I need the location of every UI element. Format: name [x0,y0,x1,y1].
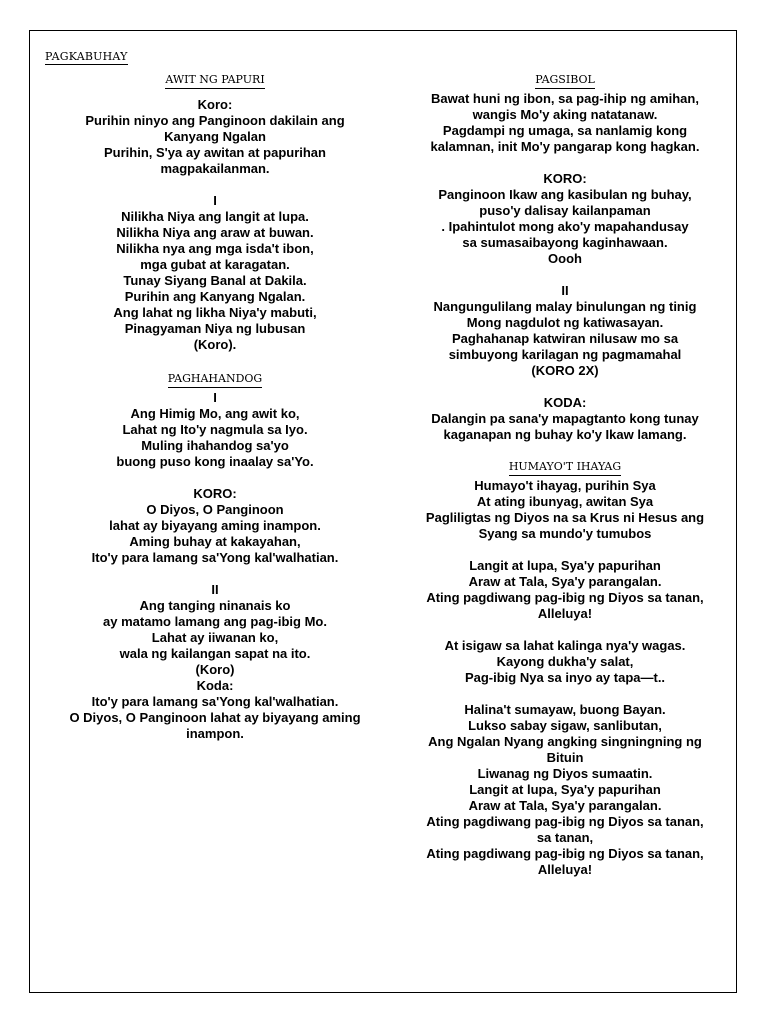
lyric-line: Araw at Tala, Sya'y parangalan. [468,574,662,589]
stanza [40,97,390,177]
lyric-line: (Koro). [193,337,237,352]
left-column [40,70,390,742]
stanza-gap [40,470,390,486]
lyric-line: O Diyos, O Panginoon lahat ay biyayang aming [69,710,361,725]
lyric-line: Ang tanging ninanais ko [139,598,291,613]
lyric-line: KODA: [543,395,587,410]
song-title-wrap [400,70,730,89]
lyric-line: Ito'y para lamang sa'Yong kal'walhatian. [91,550,339,565]
lyric-line: sa tanan, [536,830,594,845]
song-pagsibol [400,91,730,443]
stanza-gap [400,379,730,395]
lyric-line: Mong nagdulot ng katiwasayan. [466,315,664,330]
lyric-line: Oooh [548,251,582,266]
lyric-line: Ating pagdiwang pag-ibig ng Diyos sa tanan, [426,590,704,605]
lyric-line: Langit at lupa, Sya'y papurihan [469,558,661,573]
lyric-line: Purihin ninyo ang Panginoon dakilain ang [85,113,345,128]
lyric-line: II [211,582,219,597]
stanza [400,638,730,686]
lyric-line: Muling ihahandog sa'yo [141,438,289,453]
lyric-line: wangis Mo'y aking natatanaw. [472,107,658,122]
lyric-line: inampon. [186,726,244,741]
lyric-line: sa sumasaibayong kaginhawaan. [462,235,668,250]
lyric-line: Tunay Siyang Banal at Dakila. [123,273,307,288]
lyric-line: Kayong dukha'y salat, [496,654,634,669]
lyric-line: Nilikha Niya ang araw at buwan. [116,225,314,240]
lyric-line: Humayo't ihayag, purihin Sya [474,478,656,493]
lyric-line: Pagdampi ng umaga, sa nanlamig kong [442,123,688,138]
song-awit-ng-papuri [40,97,390,353]
lyric-line: Langit at lupa, Sya'y papurihan [469,782,661,797]
song-title-humayot-ihayag: HUMAYO'T IHAYAG [509,460,621,476]
song-title-wrap [400,457,730,476]
stanza [40,582,390,742]
lyric-line: kaganapan ng buhay ko'y Ikaw lamang. [443,427,687,442]
stanza-gap [400,542,730,558]
lyric-line: At ating ibunyag, awitan Sya [476,494,654,509]
lyric-line: Bawat huni ng ibon, sa pag-ihip ng amihan, [431,91,699,106]
stanza [400,558,730,622]
stanza [400,171,730,267]
page-heading: PAGKABUHAY [45,50,128,63]
stanza-gap [400,686,730,702]
song-title-wrap [40,70,390,89]
lyric-line: Panginoon Ikaw ang kasibulan ng buhay, [438,187,692,202]
song-humayot-ihayag [400,478,730,878]
lyric-line: O Diyos, O Panginoon [146,502,284,517]
stanza [400,395,730,443]
right-column [400,70,730,878]
song-title-wrap [40,369,390,388]
lyric-line: KORO: [193,486,237,501]
lyric-line: magpakailanman. [160,161,270,176]
lyric-line: simbuyong karilagan ng pagmamahal [448,347,682,362]
lyric-line: Koro: [197,97,233,112]
song-title-pagsibol: PAGSIBOL [535,73,595,89]
lyric-line: Ang lahat ng likha Niya'y mabuti, [113,305,317,320]
lyric-line: Ating pagdiwang pag-ibig ng Diyos sa tanan, [426,814,704,829]
stanza [40,193,390,353]
lyric-line: Paghahanap katwiran nilusaw mo sa [451,331,679,346]
lyric-line: Liwanag ng Diyos sumaatin. [477,766,653,781]
stanza-gap [40,177,390,193]
lyric-line: Aming buhay at kakayahan, [129,534,301,549]
lyric-line: Dalangin pa sana'y mapagtanto kong tunay [431,411,699,426]
stanza-gap [40,566,390,582]
stanza [400,478,730,542]
lyric-line: wala ng kailangan sapat na ito. [119,646,311,661]
lyric-line: I [213,193,217,208]
stanza-gap [400,155,730,171]
lyric-line: Alleluya! [537,606,593,621]
song-paghahandog [40,390,390,742]
stanza [400,702,730,878]
lyric-line: lahat ay biyayang aming inampon. [109,518,321,533]
stanza-gap [400,622,730,638]
lyric-line: Lahat ay iiwanan ko, [151,630,279,645]
lyric-line: Nilikha Niya ang langit at lupa. [121,209,309,224]
lyric-line: Ating pagdiwang pag-ibig ng Diyos sa tanan, [426,846,704,861]
song-title-awit-ng-papuri: AWIT NG PAPURI [165,73,264,89]
lyric-line: mga gubat at karagatan. [140,257,290,272]
lyric-line: Halina't sumayaw, buong Bayan. [464,702,666,717]
lyric-line: Lahat ng Ito'y nagmula sa Iyo. [122,422,308,437]
lyric-line: Pag-ibig Nya sa inyo ay tapa—t.. [464,670,666,685]
lyric-line: kalamnan, init Mo'y pangarap kong hagkan. [430,139,700,154]
stanza [400,91,730,155]
lyric-line: . Ipahintulot mong ako'y mapahandusay [441,219,689,234]
lyric-line: buong puso kong inaalay sa'Yo. [116,454,314,469]
lyric-line: Nilikha nya ang mga isda't ibon, [116,241,314,256]
lyric-line: Purihin, S'ya ay awitan at papurihan [104,145,326,160]
lyric-line: Pinagyaman Niya ng lubusan [124,321,306,336]
lyric-line: Purihin ang Kanyang Ngalan. [124,289,306,304]
lyric-line: (Koro) [195,662,235,677]
lyric-line: At isigaw sa lahat kalinga nya'y wagas. [444,638,686,653]
lyric-line: Koda: [196,678,234,693]
lyric-line: Bituin [546,750,584,765]
stanza-gap [400,267,730,283]
lyric-line: Pagliligtas ng Diyos na sa Krus ni Hesus ang [425,510,705,525]
lyric-line: (KORO 2X) [531,363,599,378]
lyric-line: ay matamo lamang ang pag-ibig Mo. [103,614,327,629]
lyric-line: Araw at Tala, Sya'y parangalan. [468,798,662,813]
lyric-line: Alleluya! [537,862,593,877]
lyric-line: Lukso sabay sigaw, sanlibutan, [468,718,662,733]
lyric-line: puso'y dalisay kailanpaman [479,203,651,218]
stanza [40,486,390,566]
lyric-line: Ang Himig Mo, ang awit ko, [130,406,300,421]
lyric-line: Nangungulilang malay binulungan ng tinig [433,299,697,314]
stanza [40,390,390,470]
stanza [400,283,730,379]
lyric-line: I [213,390,217,405]
lyric-line: Ang Ngalan Nyang angking singningning ng [428,734,702,749]
lyric-line: Syang sa mundo'y tumubos [478,526,652,541]
song-title-paghahandog: PAGHAHANDOG [168,372,262,388]
lyric-line: KORO: [543,171,587,186]
lyric-line: II [561,283,569,298]
lyric-line: Kanyang Ngalan [164,129,266,144]
lyric-line: Ito'y para lamang sa'Yong kal'walhatian. [91,694,339,709]
